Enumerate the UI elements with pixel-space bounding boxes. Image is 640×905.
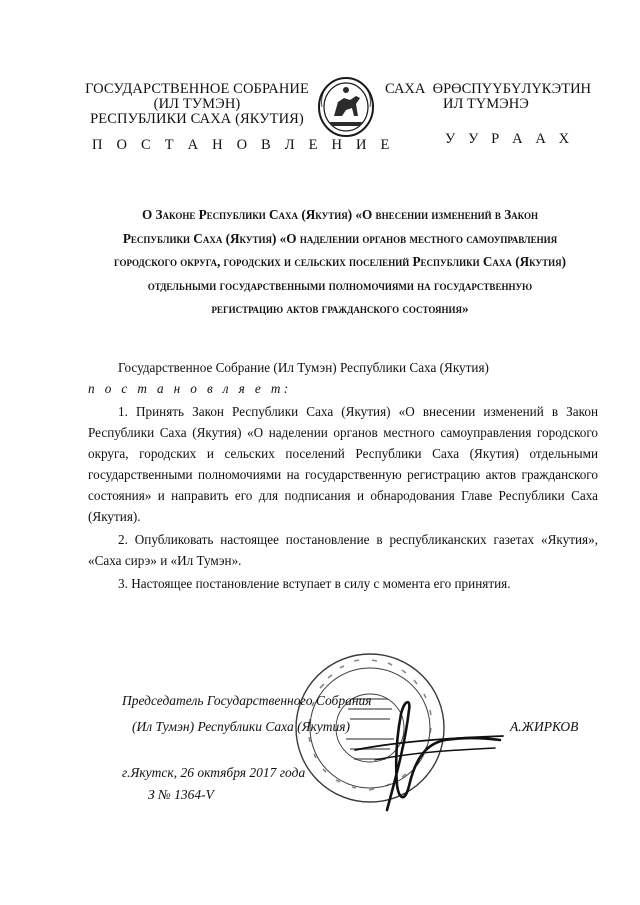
document-number: З № 1364-V — [148, 787, 214, 802]
doc-type-russian: П О С Т А Н О В Л Е Н И Е — [92, 137, 395, 153]
resolution-item-2: 2. Опубликовать настоящее постановление в республиканских газетах «Якутия», «Саха сирэ» и «Ил Тумэн». — [88, 532, 598, 568]
title-line-5: регистрацию актов гражданского состояния» — [211, 301, 469, 316]
doc-type-yakut: У У Р А А Х — [445, 131, 574, 147]
republic-emblem-icon — [316, 76, 376, 138]
document-body — [88, 357, 598, 594]
signer-name: А.ЖИРКОВ — [510, 719, 579, 734]
title-line-1: О Законе Республики Саха (Якутия) «О внесении изменений в Закон — [142, 207, 538, 222]
resolution-item-1: 1. Принять Закон Республики Саха (Якутия) «О внесении изменений в Закон Республики Саха (Якутия) «О наделении органов местного самоуправления городского округа, городских и сельских поселений Республики Саха (Якутия) отдельными государственными полномочиями на государственную регистрацию актов гражданского состояния» и направить его для подписания и обнародования Главе Республики Саха (Якутия). — [88, 404, 598, 524]
signer-position-line-1: Председатель Государственного Собрания — [122, 693, 372, 708]
handwritten-signature — [335, 690, 505, 820]
resolution-item-3: 3. Настоящее постановление вступает в силу с момента его принятия. — [118, 576, 511, 591]
title-line-4: отдельными государственными полномочиями на государственную — [147, 277, 533, 293]
issuer-line-2: (ИЛ ТУМЭН) — [153, 96, 241, 112]
document-title — [80, 203, 600, 321]
issuer-name-russian — [82, 82, 312, 127]
place-and-date: г.Якутск, 26 октября 2017 года — [122, 765, 306, 780]
signer-position-line-2: (Ил Тумэн) Республики Саха (Якутия) — [132, 719, 351, 734]
issuer-line-1: ГОСУДАРСТВЕННОЕ СОБРАНИЕ — [85, 81, 309, 97]
issuer-line-3: РЕСПУБЛИКИ САХА (ЯКУТИЯ) — [90, 111, 304, 127]
title-line-2: Республики Саха (Якутия) «О наделении органов местного самоуправления — [122, 230, 558, 246]
issuer-yakut-line-1: САХА ӨРӨСПҮҮБҮЛҮКЭТИН — [385, 81, 592, 97]
resolves-word: п о с т а н о в л я е т: — [88, 381, 292, 396]
preamble: Государственное Собрание (Ил Тумэн) Республики Саха (Якутия) — [118, 360, 489, 375]
title-line-3: городского округа, городских и сельских поселений Республики Саха (Якутия) — [114, 254, 566, 269]
issuer-name-yakut — [385, 82, 595, 112]
issuer-yakut-line-2: ИЛ ТҮМЭНЭ — [443, 96, 529, 112]
